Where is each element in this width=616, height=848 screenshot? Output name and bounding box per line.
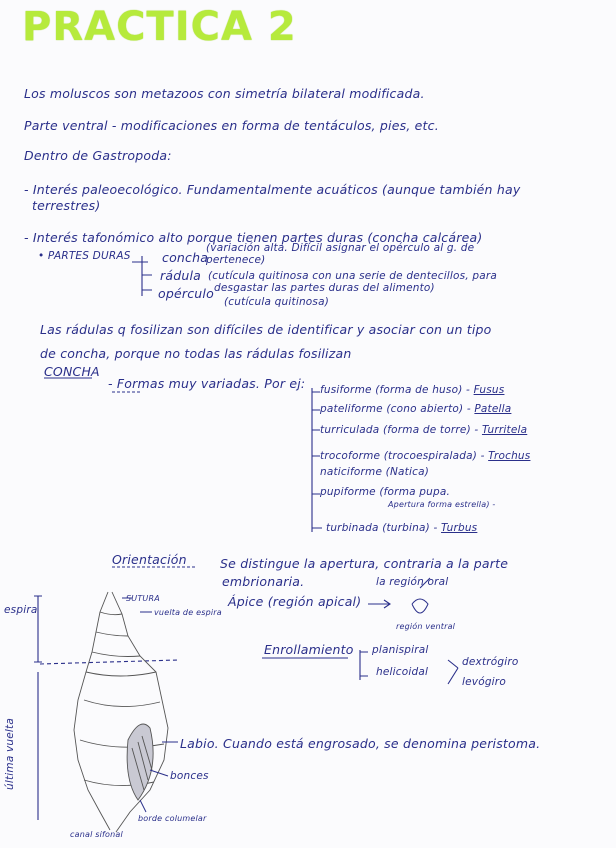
- shape-item: turbinada (turbina) - Turbus: [326, 522, 478, 534]
- shape-item: turriculada (forma de torre) - Turritela: [320, 424, 528, 436]
- vuelta-espira-label: vuelta de espira: [154, 608, 222, 617]
- helicoidal-label: helicoidal: [376, 666, 429, 678]
- text-line: Parte ventral - modificaciones en forma de tentáculos, pies, etc.: [24, 118, 439, 133]
- concha-note: (variación alta. Difícil asignar el opérculo al g. de: [206, 242, 475, 254]
- text-line: Dentro de Gastropoda:: [24, 148, 172, 163]
- formas-text: - Formas muy variadas. Por ej:: [108, 376, 306, 391]
- planispiral-label: planispiral: [372, 644, 429, 656]
- orientacion-text: embrionaria.: [222, 574, 305, 589]
- radula-note: (cutícula quitinosa con una serie de dentecillos, para: [208, 270, 498, 282]
- operculo-note: desgastar las partes duras del alimento): [214, 282, 435, 294]
- levogiro-label: levógiro: [462, 676, 506, 688]
- radula-item: rádula: [160, 268, 201, 283]
- operculo-note: (cutícula quitinosa): [224, 296, 330, 308]
- orientacion-heading: Orientación: [112, 552, 187, 567]
- labio-text: Labio. Cuando está engrosado, se denomina peristoma.: [180, 736, 541, 751]
- enrollamiento-heading: Enrollamiento: [264, 642, 354, 657]
- shape-item: fusiforme (forma de huso) - Fusus: [320, 384, 505, 396]
- sutura-label: SUTURA: [126, 594, 160, 603]
- borde-columelar-label: borde columelar: [138, 814, 207, 823]
- orientacion-text: Se distingue la apertura, contraria a la parte: [220, 556, 509, 571]
- text-line: Los moluscos son metazoos con simetría bilateral modificada.: [24, 86, 425, 101]
- concha-item: concha: [162, 250, 209, 265]
- text-line: de concha, porque no todas las rádulas fosilizan: [40, 346, 352, 361]
- shape-item: Apertura forma estrella) -: [388, 500, 496, 509]
- canal-sifonal-label: canal sifonal: [70, 830, 123, 839]
- page-title: PRACTICA 2: [22, 4, 297, 50]
- concha-note: pertenece): [206, 254, 266, 266]
- shape-item: naticiforme (Natica): [320, 466, 429, 478]
- partes-duras-label: • PARTES DURAS: [38, 250, 131, 262]
- operculo-item: opérculo: [158, 286, 214, 301]
- region-oral-label: la región oral: [376, 576, 449, 588]
- region-ventral-label: región ventral: [396, 622, 456, 631]
- text-line: terrestres): [32, 198, 101, 213]
- text-line: Las rádulas q fosilizan son difíciles de identificar y asociar con un tipo: [40, 322, 492, 337]
- shell-sketch: [74, 592, 168, 832]
- apice-label: Ápice (región apical): [228, 594, 362, 609]
- concha-heading: CONCHA: [44, 364, 100, 379]
- text-line: - Interés paleoecológico. Fundamentalmente acuáticos (aunque también hay: [24, 182, 521, 197]
- shape-item: trocoforme (trocoespiralada) - Trochus: [320, 450, 531, 462]
- text-line: - Interés tafonómico alto porque tienen partes duras (concha calcárea): [24, 230, 483, 245]
- shape-item: pateliforme (cono abierto) - Patella: [320, 403, 512, 415]
- espira-label: espira: [4, 604, 38, 616]
- shape-item: pupiforme (forma pupa.: [320, 486, 451, 498]
- dextrogiro-label: dextrógiro: [462, 656, 519, 668]
- bonces-label: bonces: [170, 770, 209, 782]
- ultima-vuelta-label: última vuelta: [4, 717, 16, 790]
